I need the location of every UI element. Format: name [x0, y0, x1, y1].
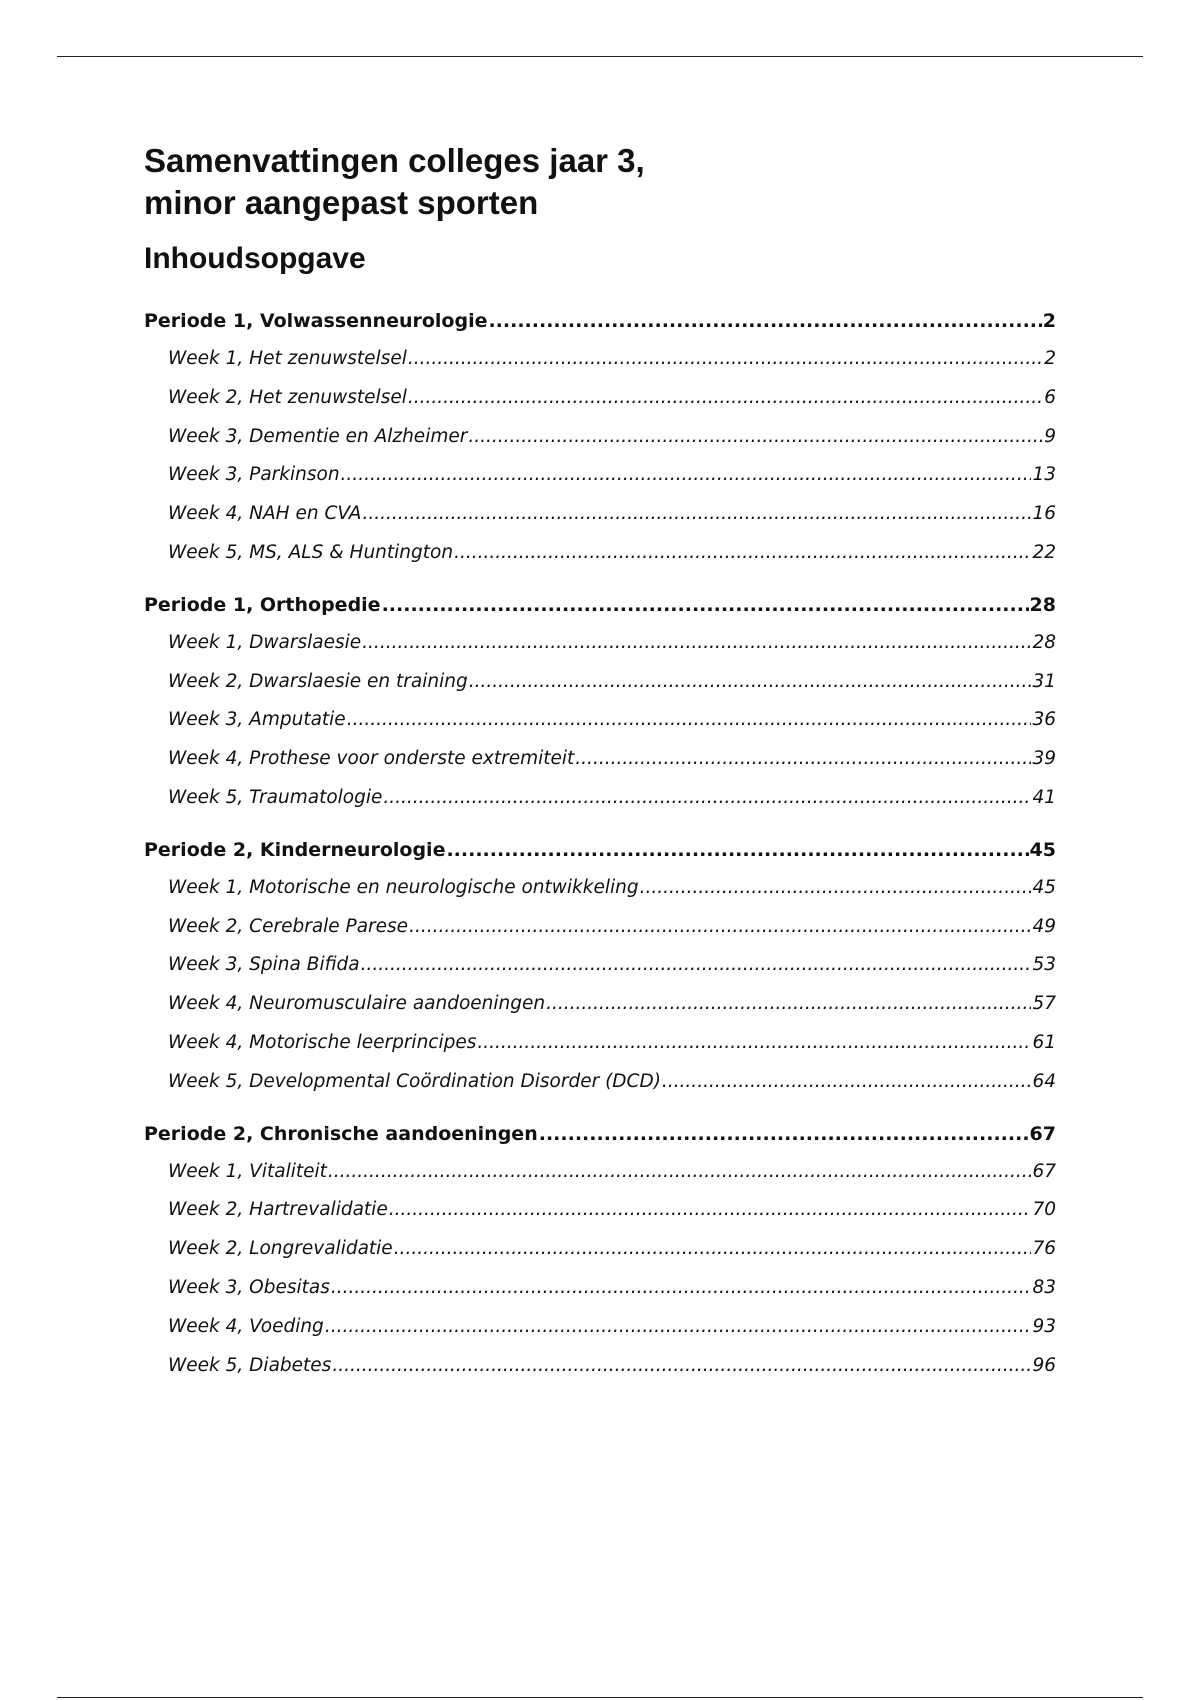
toc-entry-level-2[interactable]	[144, 1269, 1056, 1308]
toc-dot-leader	[546, 985, 1031, 1024]
footer-rule	[57, 1697, 1143, 1698]
toc-page-number: 22	[1032, 541, 1056, 563]
toc-entry-title: Week 2, Cerebrale Parese	[168, 915, 409, 937]
header-rule	[57, 56, 1143, 57]
toc-entry-title: Week 4, NAH en CVA	[168, 503, 362, 525]
toc-entry-level-2[interactable]	[144, 740, 1056, 779]
toc-page-number: 6	[1044, 386, 1056, 408]
toc-dot-leader	[325, 1308, 1032, 1347]
toc-dot-leader	[361, 946, 1032, 985]
toc-entry-level-2[interactable]	[144, 908, 1056, 947]
document-title-line-2: minor aangepast sporten	[144, 184, 539, 221]
toc-entry-level-2[interactable]	[144, 985, 1056, 1024]
toc-entry-title: Week 1, Het zenuwstelsel	[168, 348, 407, 369]
toc-dot-leader	[389, 1191, 1032, 1230]
toc-page-number: 64	[1032, 1070, 1056, 1092]
toc-entry-title: Periode 2, Chronische aandoeningen	[144, 1122, 538, 1145]
toc-dot-leader	[469, 663, 1032, 702]
toc-page-number: 49	[1032, 915, 1056, 937]
toc-entry-title: Week 5, Developmental Coördination Disorder (DCD)	[168, 1070, 661, 1092]
toc-entry-title: Week 3, Amputatie	[168, 709, 346, 731]
toc-entry-level-2[interactable]	[144, 456, 1056, 495]
toc-page-number: 2	[1042, 310, 1056, 332]
toc-page-number: 93	[1032, 1315, 1056, 1337]
toc-entry-title: Week 5, MS, ALS & Huntington	[168, 541, 454, 563]
document-title-line-1: Samenvattingen colleges jaar 3,	[144, 142, 645, 179]
toc-entry-title: Week 4, Neuromusculaire aandoeningen	[168, 993, 546, 1015]
toc-page-number: 2	[1044, 348, 1056, 369]
toc-page-number: 61	[1032, 1031, 1056, 1053]
toc-entry-level-2[interactable]	[144, 534, 1056, 573]
toc-entry-level-2[interactable]	[144, 701, 1056, 740]
table-of-contents	[144, 302, 1056, 1385]
toc-dot-leader	[383, 779, 1031, 818]
toc-entry-title: Week 4, Motorische leerprincipes	[168, 1031, 477, 1053]
toc-entry-level-2[interactable]	[144, 1308, 1056, 1347]
toc-page-number: 45	[1029, 838, 1056, 861]
toc-section	[144, 831, 1056, 1102]
toc-entry-level-2[interactable]	[144, 1063, 1056, 1102]
toc-page-number: 39	[1032, 748, 1056, 770]
toc-entry-title: Week 4, Voeding	[168, 1315, 324, 1337]
toc-dot-leader	[332, 1347, 1031, 1386]
toc-dot-leader	[362, 495, 1031, 534]
toc-page-number: 28	[1032, 631, 1056, 653]
toc-page-number: 57	[1032, 993, 1056, 1015]
toc-entry-title: Periode 2, Kinderneurologie	[144, 838, 446, 861]
toc-entry-level-1[interactable]	[144, 831, 1056, 869]
toc-entry-title: Week 2, Longrevalidatie	[168, 1238, 393, 1260]
document-title	[144, 140, 1056, 224]
toc-entry-level-2[interactable]	[144, 379, 1056, 418]
toc-dot-leader	[394, 1230, 1032, 1269]
toc-dot-leader	[662, 1063, 1032, 1102]
toc-section	[144, 302, 1056, 573]
toc-entry-level-2[interactable]	[144, 779, 1056, 818]
toc-entry-title: Week 4, Prothese voor onderste extremiteit	[168, 748, 575, 770]
toc-entry-title: Week 1, Motorische en neurologische ontwikkeling	[168, 876, 639, 898]
toc-entry-level-2[interactable]	[144, 418, 1056, 457]
toc-page-number: 16	[1032, 503, 1056, 525]
toc-entry-level-2[interactable]	[144, 946, 1056, 985]
toc-entry-title: Week 2, Dwarslaesie en training	[168, 670, 468, 692]
toc-entry-level-2[interactable]	[144, 1024, 1056, 1063]
toc-dot-leader	[362, 624, 1031, 663]
toc-entry-level-2[interactable]	[144, 1230, 1056, 1269]
toc-entry-title: Week 5, Diabetes	[168, 1354, 332, 1376]
toc-dot-leader	[446, 831, 1028, 869]
toc-page-number: 41	[1032, 786, 1056, 808]
toc-page-number: 67	[1029, 1122, 1056, 1145]
toc-entry-title: Week 3, Obesitas	[168, 1276, 330, 1298]
toc-entry-title: Week 3, Dementie en Alzheimer	[168, 425, 468, 447]
toc-page-number: 83	[1032, 1276, 1056, 1298]
toc-entry-level-1[interactable]	[144, 586, 1056, 624]
toc-entry-level-2[interactable]	[144, 624, 1056, 663]
toc-page-number: 67	[1032, 1160, 1056, 1182]
toc-dot-leader	[331, 1269, 1032, 1308]
toc-page-number: 70	[1032, 1199, 1056, 1221]
toc-entry-title: Week 2, Het zenuwstelsel	[168, 386, 407, 408]
toc-page-number: 76	[1032, 1238, 1056, 1260]
toc-entry-title: Periode 1, Volwassenneurologie	[144, 310, 488, 332]
toc-dot-leader	[468, 418, 1043, 457]
toc-entry-level-2[interactable]	[144, 495, 1056, 534]
toc-page-number: 36	[1032, 709, 1056, 731]
toc-dot-leader	[575, 740, 1031, 779]
toc-entry-title: Week 3, Spina Bifida	[168, 954, 360, 976]
toc-entry-level-2[interactable]	[144, 340, 1056, 379]
toc-entry-title: Week 2, Hartrevalidatie	[168, 1199, 388, 1221]
toc-entry-level-2[interactable]	[144, 1347, 1056, 1386]
toc-dot-leader	[408, 379, 1043, 418]
toc-dot-leader	[409, 908, 1031, 947]
toc-entry-level-2[interactable]	[144, 1191, 1056, 1230]
toc-entry-title: Week 1, Vitaliteit	[168, 1160, 327, 1182]
toc-heading: Inhoudsopgave	[144, 242, 366, 275]
toc-entry-title: Week 1, Dwarslaesie	[168, 631, 362, 653]
toc-page-number: 9	[1044, 425, 1056, 447]
toc-dot-leader	[347, 701, 1032, 740]
toc-entry-title: Week 5, Traumatologie	[168, 786, 383, 808]
toc-entry-level-2[interactable]	[144, 1153, 1056, 1192]
toc-dot-leader	[640, 869, 1032, 908]
toc-entry-level-1[interactable]	[144, 302, 1056, 340]
toc-dot-leader	[341, 456, 1032, 495]
toc-dot-leader	[382, 586, 1029, 624]
toc-page-number: 53	[1032, 954, 1056, 976]
toc-section	[144, 586, 1056, 818]
toc-entry-title: Periode 1, Orthopedie	[144, 593, 381, 616]
toc-page-number: 31	[1032, 670, 1056, 692]
toc-dot-leader	[539, 1115, 1029, 1153]
toc-entry-level-2[interactable]	[144, 663, 1056, 702]
toc-dot-leader	[408, 340, 1043, 379]
toc-dot-leader	[328, 1153, 1032, 1192]
toc-page-number: 13	[1032, 464, 1056, 486]
toc-page-number: 96	[1032, 1354, 1056, 1376]
toc-dot-leader	[477, 1024, 1031, 1063]
toc-entry-level-2[interactable]	[144, 869, 1056, 908]
toc-section	[144, 1115, 1056, 1386]
toc-entry-title: Week 3, Parkinson	[168, 464, 340, 486]
toc-page-number: 45	[1032, 876, 1056, 898]
toc-dot-leader	[488, 302, 1041, 340]
page-content	[144, 140, 1056, 1385]
toc-entry-level-1[interactable]	[144, 1115, 1056, 1153]
toc-page-number: 28	[1029, 593, 1056, 616]
toc-dot-leader	[454, 534, 1031, 573]
